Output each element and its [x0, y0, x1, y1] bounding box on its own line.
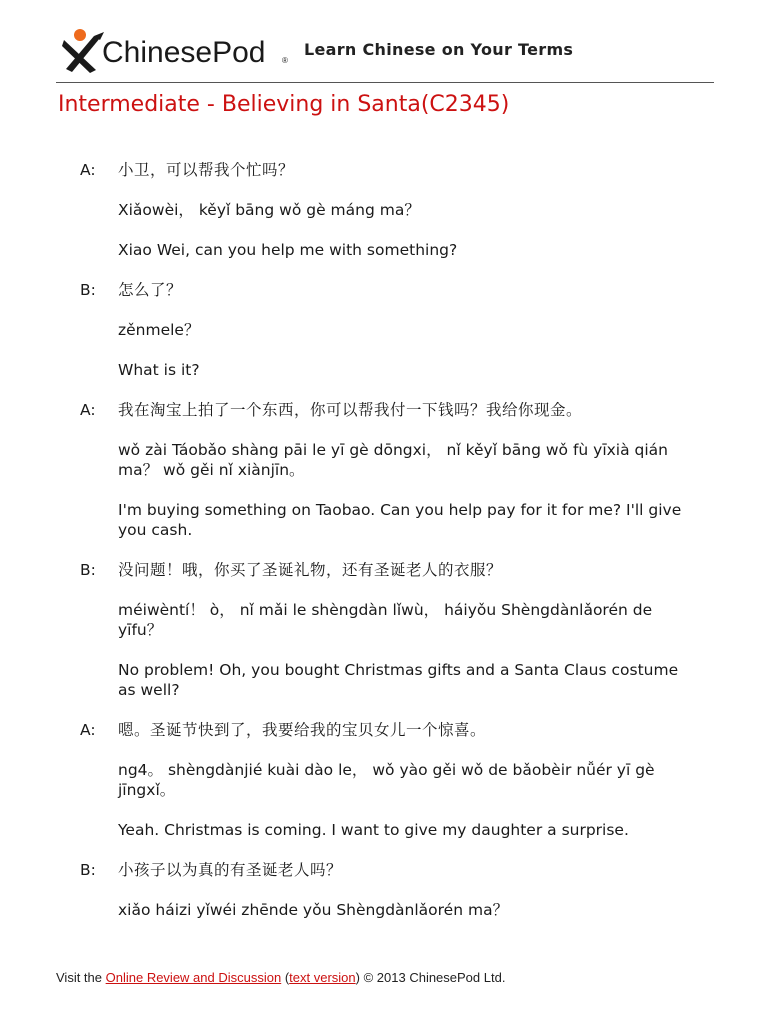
footer-prefix: Visit the — [56, 970, 106, 985]
pinyin-text: méiwèntí！ ò， nǐ mǎi le shèngdàn lǐwù， háiyǒu Shèngdànlǎorén de yīfu？ — [118, 601, 653, 639]
pinyin-text: Xiǎowèi， kěyǐ bāng wǒ gè máng ma？ — [118, 201, 420, 219]
lesson-title: Intermediate - Believing in Santa(C2345) — [58, 92, 510, 117]
pinyin-text: wǒ zài Táobǎo shàng pāi le yī gè dōngxi， nǐ kěyǐ bāng wǒ fù yīxià qián ma？ wǒ gěi nǐ xiànjīn。 — [118, 441, 669, 479]
footer-suffix: ) © 2013 ChinesePod Ltd. — [355, 970, 506, 985]
header-divider — [56, 82, 714, 83]
text-version-link[interactable]: text version — [289, 970, 356, 985]
pinyin-text: xiǎo háizi yǐwéi zhēnde yǒu Shèngdànlǎorén ma？ — [118, 901, 509, 919]
footer-mid: ( — [281, 970, 290, 985]
dialog-line — [80, 280, 700, 380]
english-text: What is it? — [118, 361, 200, 379]
chinese-text: 怎么了？ — [118, 281, 183, 299]
tagline: Learn Chinese on Your Terms — [304, 40, 574, 59]
dialog-line — [80, 160, 700, 260]
english-text: Yeah. Christmas is coming. I want to give my daughter a surprise. — [118, 821, 629, 839]
dialog-line — [80, 860, 700, 920]
dialog-line — [80, 560, 700, 700]
english-text: I'm buying something on Taobao. Can you help pay for it for me? I'll give you cash. — [118, 501, 682, 539]
page-footer — [56, 970, 505, 985]
chinese-text: 嗯。圣诞节快到了，我要给我的宝贝女儿一个惊喜。 — [118, 721, 487, 739]
speaker-label: B: — [80, 861, 96, 879]
english-text: No problem! Oh, you bought Christmas gifts and a Santa Claus costume as well? — [118, 661, 679, 699]
speaker-label: B: — [80, 561, 96, 579]
chinese-text: 我在淘宝上拍了一个东西，你可以帮我付一下钱吗？我给你现金。 — [118, 401, 583, 419]
pinyin-text: zěnmele？ — [118, 321, 200, 339]
english-text: Xiao Wei, can you help me with something? — [118, 241, 458, 259]
speaker-label: B: — [80, 281, 96, 299]
page-header — [56, 22, 716, 78]
dialog-line — [80, 400, 700, 540]
speaker-label: A: — [80, 721, 96, 739]
chinesepod-logo — [60, 26, 300, 76]
brand-wordmark: ChinesePod — [102, 36, 266, 69]
chinese-text: 小卫，可以帮我个忙吗？ — [118, 161, 295, 179]
registered-mark: ® — [282, 56, 288, 65]
speaker-label: A: — [80, 161, 96, 179]
chinese-text: 小孩子以为真的有圣诞老人吗？ — [118, 861, 343, 879]
pinyin-text: ng4。 shèngdànjié kuài dào le， wǒ yào gěi wǒ de bǎobèir nǚér yī gè jīngxǐ。 — [118, 761, 655, 799]
speaker-label: A: — [80, 401, 96, 419]
dialog-line — [80, 720, 700, 840]
online-review-link[interactable]: Online Review and Discussion — [105, 970, 282, 985]
chinese-text: 没问题！哦，你买了圣诞礼物，还有圣诞老人的衣服？ — [118, 561, 503, 579]
dialog — [80, 160, 700, 940]
